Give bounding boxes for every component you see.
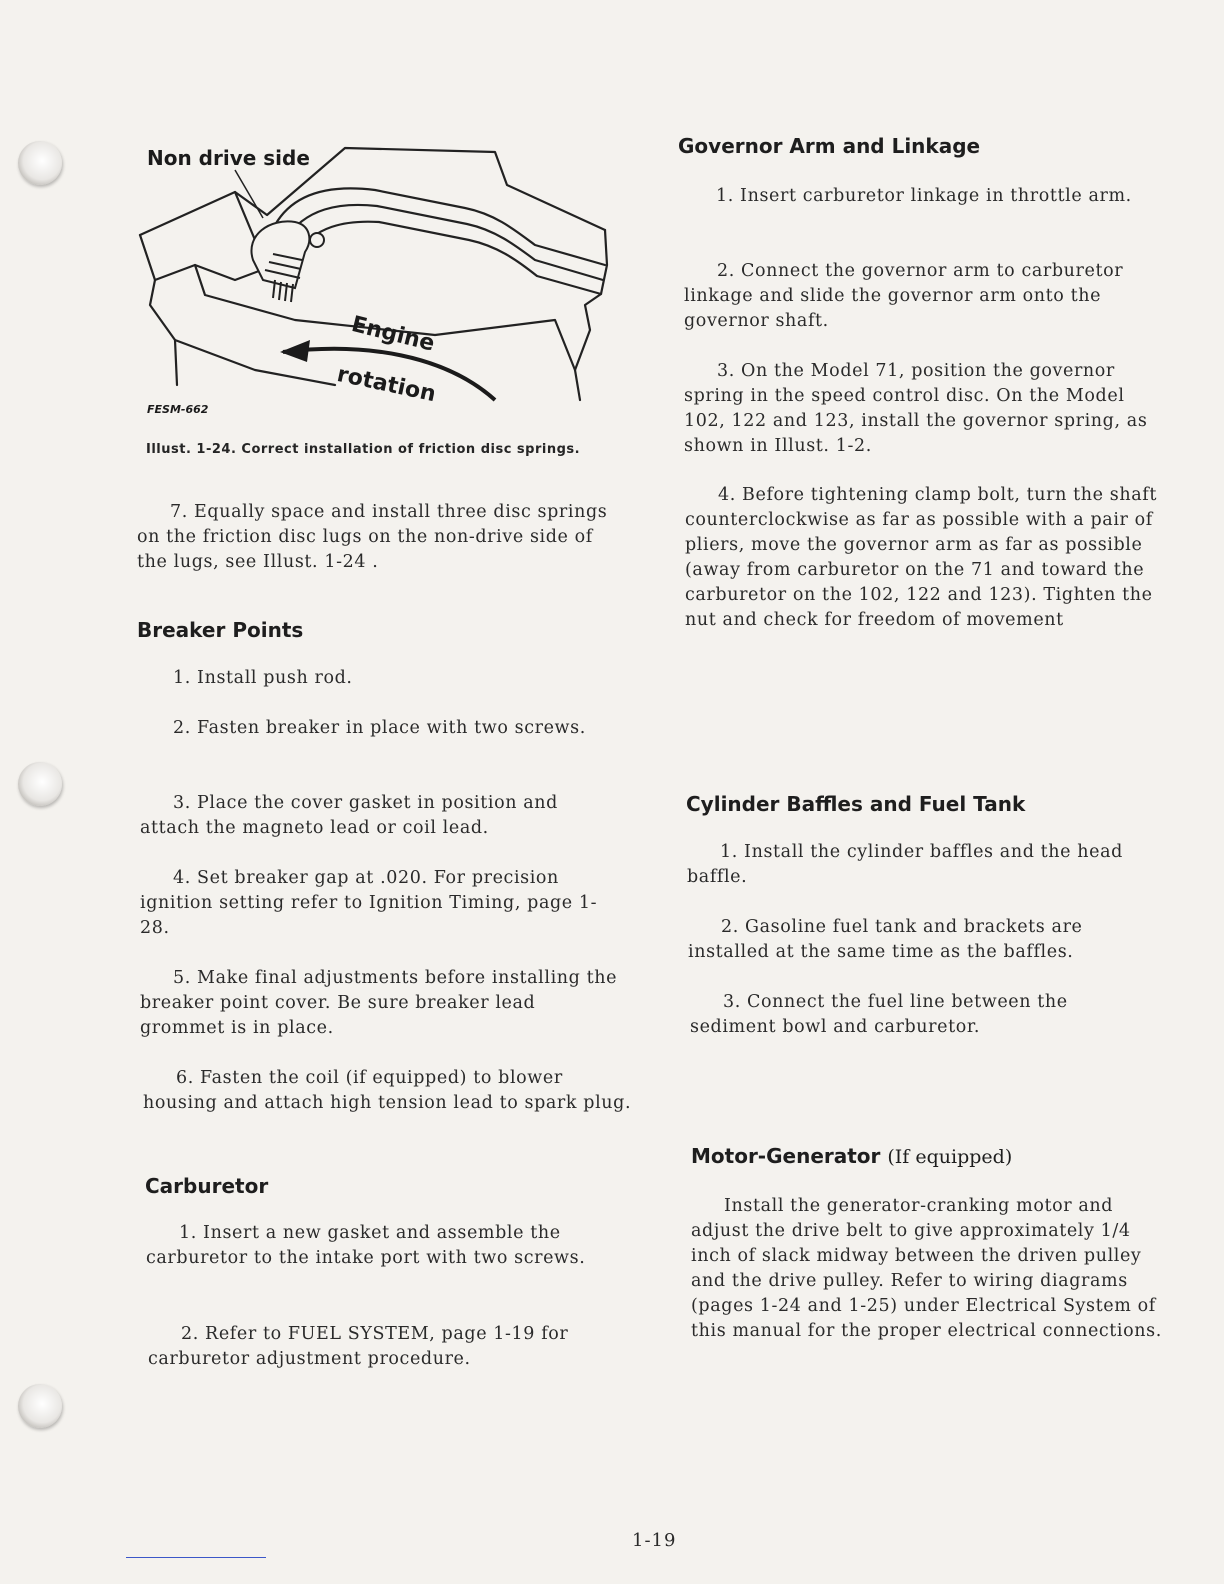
motor-generator-note: (If equipped) (887, 1146, 1013, 1168)
governor-step-2: 2. Connect the governor arm to carburetor linkage and slide the governor arm onto the governor shaft. (684, 261, 1124, 331)
motor-generator-paragraph: Install the generator-cranking motor and adjust the drive belt to give approximately 1/4 inch of slack midway between the driven pulley and the drive pulley. Refer to wiring diagrams (pages 1-24 and 1-25) under Electrical System of this manual for the proper electrical connections. (691, 1196, 1162, 1341)
fig-outline-disc-lug-3 (295, 222, 601, 294)
fig-outline-bottom-edge (150, 280, 335, 385)
figure-label-non-drive-side: Non drive side (147, 146, 310, 170)
governor-step-1: 1. Insert carburetor linkage in throttle arm. (716, 186, 1132, 206)
figure-caption: Illust. 1-24. Correct installation of friction disc springs. (146, 442, 581, 457)
governor-heading: Governor Arm and Linkage (678, 134, 981, 158)
figure-label-rotation: rotation (334, 362, 438, 408)
figure-label-engine: Engine (348, 312, 438, 357)
breaker-step-4: 4. Set breaker gap at .020. For precision ignition setting refer to Ignition Timing, page 1-28. (140, 868, 598, 938)
breaker-step-5: 5. Make final adjustments before installing the breaker point cover. Be sure breaker lead grommet is in place. (140, 968, 618, 1038)
fig-outline-disc-lug-2 (285, 205, 603, 280)
breaker-step-3: 3. Place the cover gasket in position and attach the magneto lead or coil lead. (140, 793, 558, 838)
binder-hole-top (18, 141, 62, 185)
fig-outline-left-drop (175, 340, 177, 385)
breaker-points-heading: Breaker Points (137, 618, 304, 642)
page-number: 1-19 (632, 1530, 677, 1551)
step-7-paragraph: 7. Equally space and install three disc springs on the friction disc lugs on the non-drive side of the lugs, see Illust. 1-24 . (137, 502, 608, 572)
breaker-step-6: 6. Fasten the coil (if equipped) to blower housing and attach high tension lead to spark plug. (143, 1068, 632, 1113)
carburetor-step-2: 2. Refer to FUEL SYSTEM, page 1-19 for carburetor adjustment procedure. (148, 1324, 569, 1369)
binder-hole-bottom (18, 1384, 62, 1428)
cylinder-step-3: 3. Connect the fuel line between the sediment bowl and carburetor. (690, 992, 1068, 1037)
cylinder-baffles-heading: Cylinder Baffles and Fuel Tank (686, 792, 1026, 816)
footer-rule (126, 1557, 266, 1558)
carburetor-step-1: 1. Insert a new gasket and assemble the carburetor to the intake port with two screws. (146, 1223, 586, 1268)
fig-outline-right-tab (575, 230, 607, 400)
carburetor-heading: Carburetor (145, 1174, 269, 1198)
fig-outline-disc-lug-1 (275, 188, 605, 265)
cylinder-step-1: 1. Install the cylinder baffles and the head baffle. (687, 842, 1123, 887)
governor-step-4: 4. Before tightening clamp bolt, turn the shaft counterclockwise as far as possible with a pair of pliers, move the governor arm as far as possible (away from carburetor on the 71 and toward the carburetor on the 102, 122 and 123). Tighten the nut and check for freedom of movement (685, 485, 1157, 630)
breaker-step-1: 1. Install push rod. (173, 668, 353, 688)
cylinder-step-2: 2. Gasoline fuel tank and brackets are installed at the same time as the baffles. (688, 917, 1083, 962)
binder-hole-middle (18, 762, 62, 806)
figure-code: FESM-662 (147, 403, 209, 416)
motor-generator-title: Motor-Generator (691, 1144, 881, 1168)
fig-spring-clip (251, 221, 324, 302)
motor-generator-heading (691, 1144, 1012, 1168)
governor-step-3: 3. On the Model 71, position the governor spring in the speed control disc. On the Model 102, 122 and 123, install the governor spring, as shown in Illust. 1-2. (684, 361, 1148, 456)
breaker-step-2: 2. Fasten breaker in place with two screws. (173, 718, 586, 738)
